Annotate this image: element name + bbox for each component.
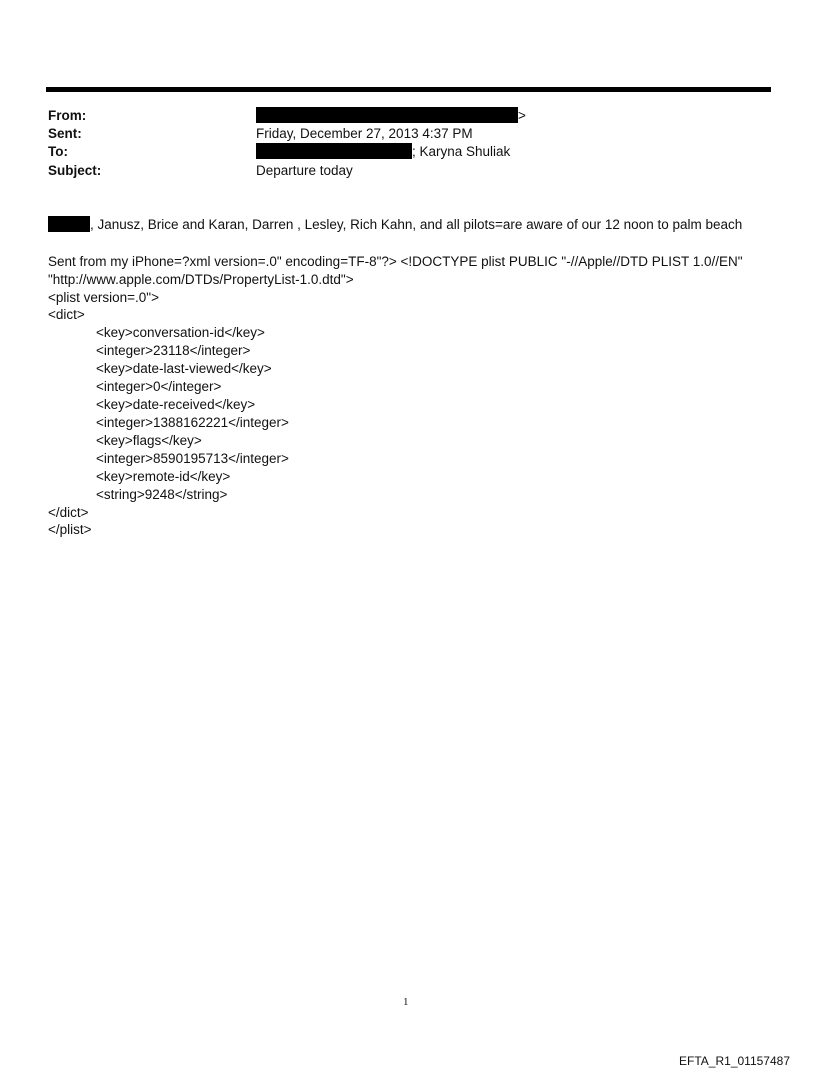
dict-line: <key>date-last-viewed</key> [96,361,272,376]
redaction-box [256,107,518,123]
dict-line: <integer>0</integer> [96,379,222,394]
from-suffix: > [518,108,526,123]
header-rule [46,87,771,92]
dict-line: <key>remote-id</key> [96,469,231,484]
from-value [256,107,526,125]
to-label: To: [48,144,68,159]
sent-value: Friday, December 27, 2013 4:37 PM [256,126,473,141]
sent-row [48,125,748,143]
subject-label: Subject: [48,163,102,178]
dict-close: </dict> [48,505,89,520]
dict-line: <key>conversation-id</key> [96,325,265,340]
redaction-box [48,216,90,232]
to-suffix: ; Karyna Shuliak [412,144,511,159]
sent-from-line-2: "http://www.apple.com/DTDs/PropertyList-1.0.dtd"> [48,272,354,287]
to-value [256,143,510,161]
dict-open: <dict> [48,307,85,322]
plist-open: <plist version=.0"> [48,290,159,305]
redaction-box [256,143,412,159]
from-label: From: [48,108,87,123]
to-row [48,143,748,161]
dict-line: <integer>23118</integer> [96,343,251,358]
message-first-line [48,216,742,234]
dict-line: <key>flags</key> [96,433,202,448]
bates-number: EFTA_R1_01157487 [679,1054,790,1068]
dict-line: <key>date-received</key> [96,397,256,412]
dict-line: <integer>1388162221</integer> [96,415,289,430]
dict-line: <integer>8590195713</integer> [96,451,289,466]
subject-value: Departure today [256,163,353,178]
page-number: 1 [403,996,409,1008]
dict-line: <string>9248</string> [96,487,228,502]
sent-label: Sent: [48,126,82,141]
from-row [48,107,748,125]
message-first-line-text: , Janusz, Brice and Karan, Darren , Lesley, Rich Kahn, and all pilots=are aware of our 12 noon to palm beach [90,217,743,232]
subject-row [48,162,748,180]
sent-from-line-1: Sent from my iPhone=?xml version=.0" encoding=TF-8"?> <!DOCTYPE plist PUBLIC "-//Apple//DTD PLIST 1.0//EN" [48,254,743,269]
plist-close: </plist> [48,522,92,537]
